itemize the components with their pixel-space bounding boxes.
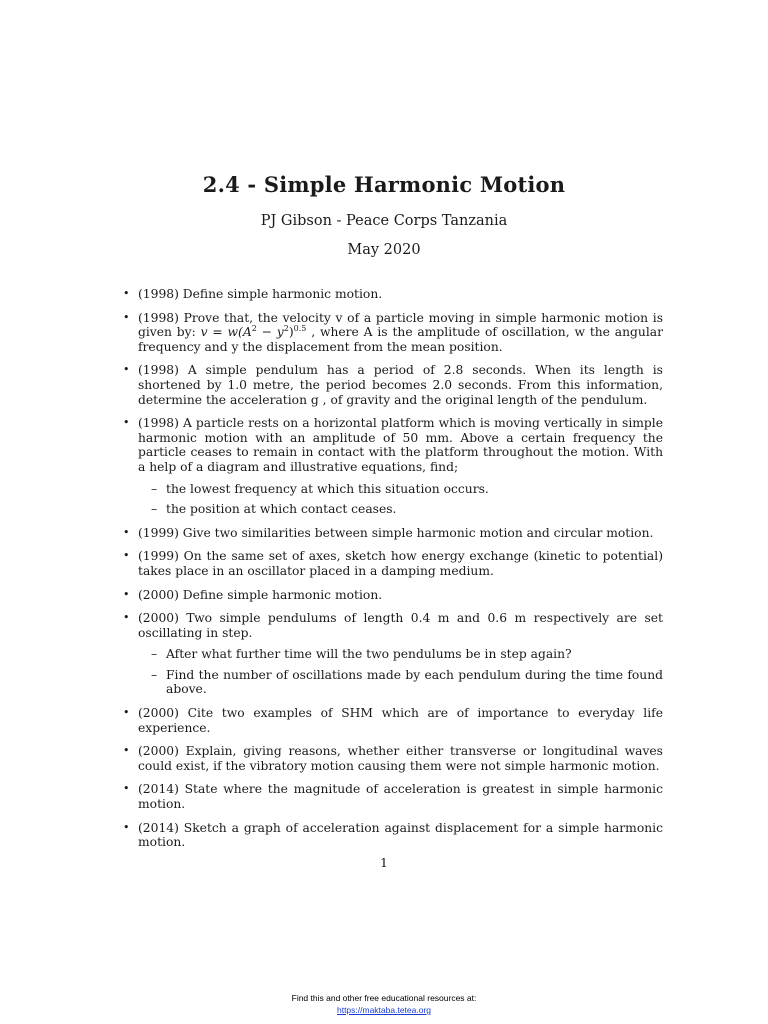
bullet-icon: •: [123, 611, 130, 625]
sub-question-text: the position at which contact ceases.: [166, 502, 397, 517]
question-text: (1998) A particle rests on a horizontal platform which is moving vertically in simple harmonic motion with an amplitude of 50 mm. Above a certain frequency the particle ceases to remain in contact with the platform throughout the motion. With a help of a diagram and illustrative equations, find;: [138, 416, 663, 474]
question-item: [123, 311, 663, 355]
sub-question-list: [138, 482, 663, 517]
question-item: [123, 706, 663, 735]
sub-question-item: [138, 502, 663, 517]
question-text: (1998) A simple pendulum has a period of 2.8 seconds. When its length is shortened by 1.0 metre, the period becomes 2.0 seconds. From this information, determine the acceleration g , of gravity and the original length of the pendulum.: [138, 363, 663, 407]
sub-question-list: [138, 647, 663, 697]
question-item: [123, 821, 663, 850]
question-item: [123, 287, 663, 302]
sub-question-text: After what further time will the two pendulums be in step again?: [166, 647, 572, 662]
question-text: (1998) Define simple harmonic motion.: [138, 287, 383, 301]
question-item: [123, 744, 663, 773]
bullet-icon: •: [123, 549, 130, 563]
page-number: 1: [380, 855, 388, 870]
sub-question-item: [138, 668, 663, 697]
bullet-icon: •: [123, 820, 130, 834]
question-item: [123, 588, 663, 603]
dash-icon: –: [151, 481, 158, 496]
question-item: [123, 611, 663, 697]
question-text: (1999) On the same set of axes, sketch how energy exchange (kinetic to potential) takes place in an oscillator placed in a damping medium.: [138, 549, 663, 578]
question-text: (2000) Define simple harmonic motion.: [138, 587, 383, 602]
question-item: [123, 782, 663, 811]
question-text: (2000) Two simple pendulums of length 0.4 m and 0.6 m respectively are set oscillating in step.: [138, 611, 663, 640]
sub-question-item: [138, 482, 663, 497]
document-date: May 2020: [347, 242, 421, 258]
sub-question-text: the lowest frequency at which this situation occurs.: [166, 481, 489, 496]
question-text: (1999) Give two similarities between simple harmonic motion and circular motion.: [138, 525, 654, 540]
bullet-icon: •: [123, 310, 130, 324]
bullet-icon: •: [123, 363, 130, 377]
bullet-icon: •: [123, 416, 130, 430]
question-text-continued: , where A is the amplitude of oscillation, w the angular frequency and y the displacement from the mean position.: [138, 325, 663, 354]
sub-question-item: [138, 647, 663, 662]
question-item: [123, 549, 663, 578]
question-item: [123, 363, 663, 407]
bullet-icon: •: [123, 587, 130, 601]
question-item: [123, 416, 663, 517]
document-title: 2.4 - Simple Harmonic Motion: [202, 172, 566, 197]
question-text: (2014) State where the magnitude of acceleration is greatest in simple harmonic motion.: [138, 782, 663, 812]
question-list: [123, 287, 663, 859]
bullet-icon: •: [123, 287, 130, 300]
bullet-icon: •: [123, 782, 130, 796]
question-text: (2000) Explain, giving reasons, whether either transverse or longitudinal waves could exist, if the vibratory motion causing them were not simple harmonic motion.: [138, 744, 663, 773]
bullet-icon: •: [123, 706, 130, 720]
question-text: (1998) Prove that, the velocity v of a particle moving in simple harmonic motion is given by:: [138, 310, 663, 340]
bullet-icon: •: [123, 525, 130, 539]
question-text: (2000) Cite two examples of SHM which are of importance to everyday life experience.: [138, 706, 663, 735]
sub-question-text: Find the number of oscillations made by each pendulum during the time found above.: [166, 667, 663, 697]
dash-icon: –: [151, 502, 158, 517]
question-item: [123, 526, 663, 541]
dash-icon: –: [151, 647, 158, 662]
footer-text: Find this and other free educational resources at:: [291, 993, 477, 1003]
dash-icon: –: [151, 667, 158, 682]
document-author: PJ Gibson - Peace Corps Tanzania: [260, 213, 508, 229]
footer-link[interactable]: https://maktaba.tetea.org: [336, 1005, 432, 1015]
bullet-icon: •: [123, 744, 130, 758]
question-text: (2014) Sketch a graph of acceleration against displacement for a simple harmonic motion.: [138, 820, 663, 850]
velocity-formula: $v = w(A^2 - y^2)^{0.5}$: [200, 324, 307, 340]
footer: [0, 992, 768, 1016]
